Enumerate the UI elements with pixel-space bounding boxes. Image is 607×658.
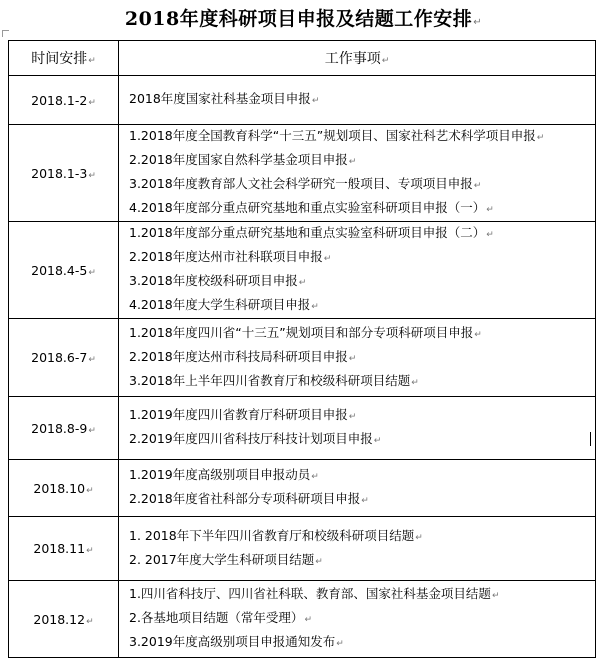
paragraph-mark-icon: ↵: [474, 329, 482, 340]
list-item: [129, 525, 593, 549]
items-cell: [119, 125, 596, 222]
list-item: [129, 88, 593, 112]
paragraph-mark-icon: ↵: [348, 353, 357, 364]
paragraph-mark-icon: ↵: [473, 17, 483, 28]
list-item: [129, 294, 593, 318]
paragraph-mark-icon: ↵: [348, 412, 357, 422]
table-row: [9, 517, 596, 581]
items-cell: [119, 222, 596, 319]
time-label: 2018.12: [33, 611, 86, 627]
time-label: 2018.4-5: [31, 262, 88, 278]
item-text: 2018年度国家社科基金项目申报: [129, 91, 311, 106]
paragraph-mark-icon: ↵: [491, 591, 500, 601]
table-row: [9, 319, 596, 397]
item-text: 2.2019年度四川省科技厅科技计划项目申报: [129, 431, 373, 446]
list-item: [129, 428, 593, 452]
item-text: 1.2019年度高级别项目申报动员: [129, 467, 311, 482]
item-text: 2.各基地项目结题（常年受理）: [129, 610, 304, 625]
paragraph-mark-icon: ↵: [311, 302, 319, 312]
paragraph-mark-icon: ↵: [361, 496, 369, 506]
table-row: [9, 460, 596, 517]
list-item: [129, 222, 593, 246]
list-item: [129, 464, 593, 488]
document-title-text: 2018年度科研项目申报及结题工作安排: [124, 8, 473, 30]
table-row: [9, 125, 596, 222]
table-row: [9, 397, 596, 460]
paragraph-mark-icon: ↵: [88, 56, 96, 66]
item-text: 2.2018年度国家自然科学基金项目申报: [129, 152, 348, 167]
paragraph-mark-icon: ↵: [381, 56, 390, 66]
item-text: 1.四川省科技厅、四川省社科联、教育部、国家社科基金项目结题: [129, 586, 491, 601]
list-item: [129, 583, 593, 607]
time-label: 2018.1-2: [31, 92, 88, 108]
paragraph-mark-icon: ↵: [486, 230, 494, 240]
list-item: [129, 322, 593, 346]
paragraph-mark-icon: ↵: [298, 278, 307, 288]
items-cell: [119, 397, 596, 460]
time-cell: [9, 319, 119, 397]
paragraph-mark-icon: ↵: [473, 181, 482, 191]
items-cell: [119, 76, 596, 125]
list-item: [129, 197, 593, 221]
list-item: [129, 607, 593, 631]
paragraph-mark-icon: ↵: [88, 267, 96, 278]
table-row: [9, 76, 596, 125]
items-cell: [119, 581, 596, 658]
time-cell: [9, 581, 119, 658]
time-label: 2018.8-9: [31, 420, 88, 436]
paragraph-mark-icon: ↵: [88, 425, 96, 436]
list-item: [129, 246, 593, 270]
header-items: [119, 41, 596, 76]
list-item: [129, 149, 593, 173]
list-item: [129, 488, 593, 512]
header-items-label: 工作事项: [324, 51, 381, 67]
list-item: [129, 631, 593, 655]
paragraph-mark-icon: ↵: [323, 254, 332, 264]
schedule-table: [8, 40, 596, 658]
items-cell: [119, 460, 596, 517]
item-text: 3.2019年度高级别项目申报通知发布: [129, 634, 336, 649]
item-text: 3.2018年上半年四川省教育厅和校级科研项目结题: [129, 372, 411, 388]
item-text: 2.2018年度达州市科技局科研项目申报: [129, 348, 348, 364]
time-cell: [9, 125, 119, 222]
list-item: [129, 370, 593, 394]
item-text: 3.2018年度教育部人文社会科学研究一般项目、专项项目申报: [129, 176, 473, 191]
item-text: 2.2018年度省社科部分专项科研项目申报: [129, 491, 361, 506]
item-text: 4.2018年度大学生科研项目申报: [129, 297, 311, 312]
paragraph-mark-icon: ↵: [311, 472, 319, 482]
time-cell: [9, 517, 119, 581]
paragraph-mark-icon: ↵: [86, 546, 94, 556]
list-item: [129, 270, 593, 294]
paragraph-mark-icon: ↵: [88, 97, 96, 108]
paragraph-mark-icon: ↵: [88, 355, 96, 365]
paragraph-mark-icon: ↵: [486, 205, 494, 215]
list-item: [129, 549, 593, 573]
paragraph-mark-icon: ↵: [86, 485, 94, 496]
text-cursor: [590, 432, 591, 446]
paragraph-mark-icon: ↵: [348, 157, 357, 167]
paragraph-mark-icon: ↵: [415, 532, 423, 543]
time-label: 2018.1-3: [31, 165, 88, 181]
item-text: 2. 2017年度大学生科研项目结题: [129, 551, 315, 567]
paragraph-mark-icon: ↵: [373, 436, 382, 446]
document-title: [0, 6, 607, 36]
time-label: 2018.10: [33, 480, 86, 496]
paragraph-mark-icon: ↵: [86, 616, 94, 627]
header-time: [9, 41, 119, 76]
items-cell: [119, 517, 596, 581]
item-text: 1.2018年度全国教育科学“十三五”规划项目、国家社科艺术科学项目申报: [129, 128, 536, 143]
paragraph-mark-icon: ↵: [536, 133, 545, 143]
paragraph-mark-icon: ↵: [315, 556, 323, 567]
time-label: 2018.6-7: [31, 350, 88, 365]
table-row: [9, 581, 596, 658]
time-cell: [9, 76, 119, 125]
item-text: 1.2018年度四川省“十三五”规划项目和部分专项科研项目申报: [129, 324, 474, 340]
paragraph-mark-icon: ↵: [411, 377, 419, 388]
time-cell: [9, 222, 119, 319]
list-item: [129, 346, 593, 370]
item-text: 3.2018年度校级科研项目申报: [129, 273, 298, 288]
item-text: 4.2018年度部分重点研究基地和重点实验室科研项目申报（一）: [129, 200, 486, 215]
items-cell: [119, 319, 596, 397]
time-cell: [9, 397, 119, 460]
list-item: [129, 404, 593, 428]
paragraph-mark-icon: ↵: [304, 615, 312, 625]
list-item: [129, 125, 593, 149]
item-text: 2.2018年度达州市社科联项目申报: [129, 249, 323, 264]
item-text: 1.2018年度部分重点研究基地和重点实验室科研项目申报（二）: [129, 225, 486, 240]
list-item: [129, 173, 593, 197]
paragraph-mark-icon: ↵: [311, 96, 320, 106]
time-cell: [9, 460, 119, 517]
time-label: 2018.11: [33, 541, 86, 556]
table-row: [9, 222, 596, 319]
schedule-body: [9, 76, 596, 658]
item-text: 1. 2018年下半年四川省教育厅和校级科研项目结题: [129, 527, 415, 543]
table-header-row: [9, 41, 596, 76]
item-text: 1.2019年度四川省教育厅科研项目申报: [129, 407, 348, 422]
paragraph-mark-icon: ↵: [336, 639, 344, 649]
header-time-label: 时间安排: [31, 51, 88, 67]
paragraph-mark-icon: ↵: [88, 170, 96, 181]
